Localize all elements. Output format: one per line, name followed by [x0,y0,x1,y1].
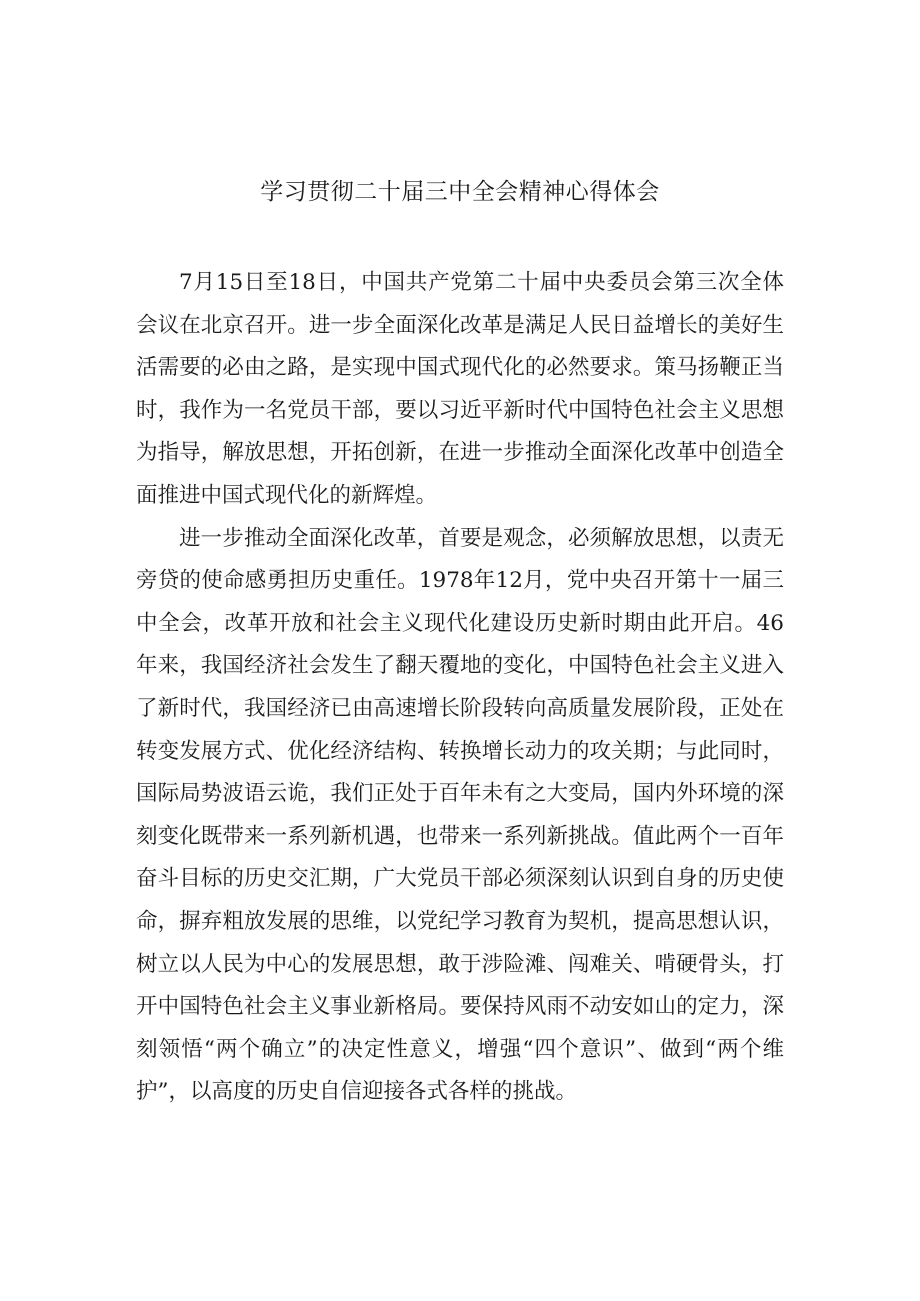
document-title: 学习贯彻二十届三中全会精神心得体会 [260,179,660,205]
paragraph-1: 7月15日至18日，中国共产党第二十届中央委员会第三次全体会议在北京召开。进一步全面深化改革是满足人民日益增长的美好生活需要的必由之路，是实现中国式现代化的必然要求。策马扬鞭正当时，我作为一名党员干部，要以习近平新时代中国特色社会主义思想为指导，解放思想，开拓创新，在进一步推动全面深化改革中创造全面推进中国式现代化的新辉煌。 [136,270,784,508]
paragraph-2: 进一步推动全面深化改革，首要是观念，必须解放思想，以责无旁贷的使命感勇担历史重任。1978年12月，党中央召开第十一届三中全会，改革开放和社会主义现代化建设历史新时期由此开启。46年来，我国经济社会发生了翻天覆地的变化，中国特色社会主义进入了新时代，我国经济已由高速增长阶段转向高质量发展阶段，正处在转变发展方式、优化经济结构、转换增长动力的攻关期；与此同时，国际局势波语云诡，我们正处于百年未有之大变局，国内外环境的深刻变化既带来一系列新机遇，也带来一系列新挑战。值此两个一百年奋斗目标的历史交汇期，广大党员干部必须深刻认识到自身的历史使命，摒弃粗放发展的思维，以党纪学习教育为契机，提高思想认识，树立以人民为中心的发展思想，敢于涉险滩、闯难关、啃硬骨头，打开中国特色社会主义事业新格局。要保持风雨不动安如山的定力，深刻领悟“两个确立”的决定性意义，增强“四个意识”、做到“两个维护”，以高度的历史自信迎接各式各样的挑战。 [136,525,784,1105]
document-body [136,262,784,1114]
